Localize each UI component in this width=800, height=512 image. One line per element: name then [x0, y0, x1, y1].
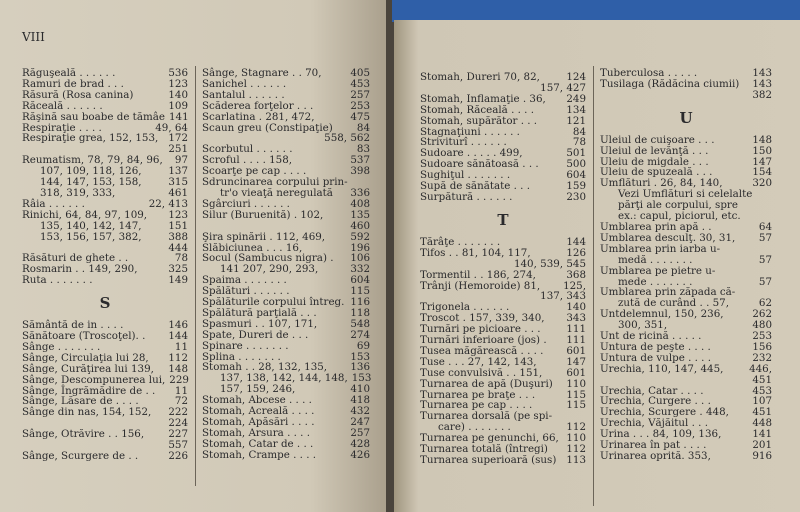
entry-pages: 111 — [566, 334, 586, 347]
entry-pages: 604 — [350, 274, 370, 287]
entry-pages: 916 — [752, 450, 772, 462]
entry-term: Umflături . 26, 84, 140, — [600, 177, 723, 190]
entry-pages: 116 — [350, 296, 370, 309]
entry-term: Tuse convulsivă . . 151, — [420, 366, 543, 379]
entry-pages: 592 — [350, 230, 370, 243]
index-entry — [22, 133, 188, 144]
entry-term: Răşină sau boabe de tămâe — [22, 110, 165, 123]
entry-term: Unt de ricină . . . . . — [600, 330, 702, 343]
entry-pages: 140 — [566, 301, 586, 314]
entry-term: Urinarea în pat . . . . — [600, 439, 707, 452]
entry-pages: 148 — [752, 133, 772, 146]
entry-pages: 154 — [752, 166, 772, 179]
entry-pages: 144 — [168, 330, 188, 343]
entry-term: Scroful . . . . 158, — [202, 154, 293, 167]
entry-term: Tifos . . 81, 104, 117, — [420, 246, 531, 259]
entry-term: Sughiţul . . . . . . . — [420, 169, 511, 182]
entry-term: Trânji (Hemoroide) 81, — [420, 279, 541, 292]
index-entry — [420, 105, 586, 116]
entry-term: Spaima . . . . . . . — [202, 274, 287, 287]
column-divider — [593, 66, 594, 506]
entry-pages: 57 — [758, 231, 772, 244]
entry-pages: 229 — [169, 373, 189, 386]
entry-pages: 147 — [752, 155, 772, 168]
entry-term: Tusilaga (Rădăcina ciumii) — [600, 77, 740, 90]
entry-pages: 446, — [749, 362, 772, 375]
entry-pages: 121 — [566, 114, 586, 127]
left-page — [0, 0, 388, 512]
entry-pages: 126 — [566, 246, 586, 259]
entry-term: tr'o vieaţă neregulată — [220, 186, 333, 199]
entry-pages: 558, 562 — [324, 132, 370, 145]
entry-pages: 137, 343 — [540, 290, 586, 303]
entry-pages: 118 — [350, 306, 370, 319]
entry-term: Stomah, Dureri 70, 82, — [420, 71, 540, 83]
entry-pages: 226 — [168, 450, 188, 462]
index-column-1 — [22, 68, 188, 462]
entry-pages: 11 — [174, 384, 188, 397]
entry-term: 135, 140, 142, 147, — [40, 219, 142, 232]
entry-term: 137, 138, 142, 144, 148, — [220, 372, 348, 385]
column-divider — [195, 66, 196, 486]
index-entry — [600, 255, 772, 266]
entry-term: Supă de sănătate . . . — [420, 180, 530, 193]
entry-term: Spălătură parţială . . . — [202, 306, 317, 319]
entry-pages: 222 — [168, 406, 188, 419]
entry-term: Scoarţe pe cap . . . . — [202, 165, 307, 178]
index-entry — [420, 192, 586, 203]
entry-pages: 172 — [168, 132, 188, 145]
entry-pages: 140, 539, 545 — [513, 257, 586, 270]
entry-pages: 112 — [566, 421, 586, 434]
entry-pages: 249 — [566, 92, 586, 105]
entry-term: Trigonela . . . . . . — [420, 301, 510, 314]
entry-term: Sânge, Circulaţia lui 28, — [22, 351, 149, 364]
entry-term: ex.: capul, piciorul, etc. — [618, 210, 741, 223]
entry-term: Răsături de ghete . . — [22, 252, 129, 265]
entry-pages: 147 — [566, 355, 586, 368]
entry-term: Sudoare . . . . . 499, — [420, 147, 523, 160]
entry-term: părţi ale corpului, spre — [618, 199, 738, 212]
entry-pages: 57 — [758, 253, 772, 266]
entry-pages: 601 — [566, 344, 586, 357]
entry-pages: 153 — [350, 350, 370, 363]
entry-pages: 253 — [350, 99, 370, 112]
entry-term: Răsură (Rosa canina) — [22, 88, 134, 101]
entry-pages: 78 — [572, 136, 586, 149]
entry-term: Uleiul de levănţă . . . — [600, 144, 709, 157]
entry-term: Reumatism, 78, 79, 84, 96, — [22, 154, 163, 167]
index-entry — [22, 112, 188, 123]
entry-term: zută de curând . . 57, — [618, 297, 729, 310]
entry-term: Uleiul de cuişoare . . . — [600, 133, 715, 146]
index-entry — [600, 364, 772, 375]
entry-term: Stomah, Catar de . . . — [202, 437, 314, 450]
entry-term: Sânge, Lăsare de . . . . — [22, 395, 139, 408]
entry-term: Spinare . . . . . . . — [202, 339, 289, 352]
entry-term: Untura de peşte . . . . — [600, 340, 711, 353]
index-entry — [202, 232, 370, 243]
entry-term: 107, 109, 118, 126, — [40, 165, 142, 178]
entry-pages: 368 — [566, 268, 586, 281]
entry-pages: 141 — [168, 110, 189, 123]
entry-pages: 201 — [752, 439, 772, 452]
index-entry — [600, 146, 772, 157]
entry-pages: 111 — [566, 323, 586, 336]
entry-pages: 274 — [350, 328, 370, 341]
page-number: VIII — [22, 30, 45, 44]
entry-pages: 106 — [350, 252, 370, 265]
entry-pages: 398 — [350, 165, 370, 178]
section-letter: U — [679, 108, 693, 127]
index-entry — [420, 379, 586, 390]
entry-term: Umblarea pe pietre u- — [600, 264, 716, 277]
entry-pages: 134 — [566, 103, 586, 116]
entry-term: Şira spinării . 112, 469, — [202, 230, 326, 243]
entry-pages: 410 — [350, 383, 370, 396]
entry-term: Sânge, Descompunerea lui, — [22, 373, 166, 386]
entry-term: Sânge din nas, 154, 152, — [22, 406, 152, 419]
index-entry — [600, 266, 772, 277]
entry-term: Sământă de in . . . . — [22, 319, 124, 332]
entry-pages: 418 — [350, 394, 370, 407]
entry-term: Sgârciuri . . . . . . — [202, 197, 290, 210]
entry-term: Sănătoare (Troscoţel). . — [22, 330, 146, 343]
entry-term: Sdruncinarea corpului prin- — [202, 176, 348, 189]
entry-term: Tormentil . . 186, 274, — [420, 268, 536, 281]
section-letter: T — [497, 210, 509, 229]
entry-pages: 159 — [566, 180, 586, 193]
index-entry — [420, 455, 586, 466]
entry-term: Spasmuri . . 107, 171, — [202, 317, 318, 330]
entry-term: Sânge, Curăţirea lui 139, — [22, 362, 154, 375]
index-entry — [22, 232, 188, 243]
entry-term: Stomah, Abcese . . . . — [202, 394, 312, 407]
entry-pages: 432 — [350, 405, 370, 418]
entry-term: Scarlatina . 281, 472, — [202, 110, 315, 123]
entry-term: Turnarea de apă (Duşuri) — [420, 377, 553, 390]
entry-pages: 153 — [351, 372, 372, 385]
entry-pages: 444 — [168, 241, 188, 254]
entry-pages: 112 — [566, 443, 586, 456]
entry-term: Urina . . . 84, 109, 136, — [600, 428, 722, 441]
entry-term: Răguşeală . . . . . . — [22, 67, 116, 79]
entry-pages: 83 — [356, 143, 370, 156]
entry-term: Tuberculosa . . . . . — [600, 67, 698, 79]
entry-term: Ruta . . . . . . . — [22, 274, 93, 287]
entry-term: Respiraţie . . . . — [22, 121, 102, 134]
entry-pages: 460 — [350, 219, 370, 232]
entry-term: Stagnaţiuni . . . . . . — [420, 125, 520, 138]
entry-term: Urechia, Văjăitul . . . — [600, 417, 708, 430]
section-letter: S — [99, 294, 111, 313]
entry-pages: 123 — [168, 77, 188, 90]
index-entry — [22, 375, 188, 386]
entry-pages: 143 — [752, 67, 772, 79]
entry-pages: 146 — [168, 319, 188, 332]
entry-term: Stomah, Acreală . . . . — [202, 405, 315, 418]
entry-pages: 115 — [566, 388, 586, 401]
entry-term: Sânge, Scurgere de . . — [22, 450, 139, 462]
entry-pages: 64 — [758, 220, 772, 233]
entry-pages: 320 — [752, 177, 772, 190]
entry-term: Stomah, Inflamaţie . 36, — [420, 92, 546, 105]
index-column-2 — [202, 68, 370, 461]
entry-term: Troscot . 157, 339, 340, — [420, 312, 545, 325]
index-column-3 — [420, 72, 586, 466]
entry-term: 300, 351, — [618, 319, 668, 332]
entry-term: Stomah, Crampe . . . . — [202, 448, 317, 461]
index-entry — [22, 101, 188, 112]
entry-term: Stomah, Arsura . . . . — [202, 426, 310, 439]
entry-term: Santalul . . . . . . — [202, 88, 285, 101]
entry-pages: 124 — [566, 71, 586, 83]
index-entry — [22, 451, 188, 462]
entry-pages: 453 — [752, 384, 772, 397]
entry-pages: 148 — [168, 362, 188, 375]
entry-pages: 453 — [350, 77, 370, 90]
entry-term: Râia . . . . . . — [22, 197, 85, 210]
entry-pages: 262 — [752, 308, 772, 321]
entry-term: Tărâţe . . . . . . . — [420, 235, 501, 248]
entry-pages: 150 — [752, 144, 772, 157]
entry-term: 144, 147, 153, 158, — [40, 176, 142, 189]
right-page — [394, 20, 800, 512]
index-entry — [420, 259, 586, 270]
entry-pages: 451 — [752, 373, 772, 386]
entry-term: Spate, Dureri de . . . — [202, 328, 309, 341]
entry-term: medă . . . . . . . — [618, 253, 693, 266]
entry-term: Urechia, Scurgere . 448, — [600, 406, 729, 419]
entry-term: Turnări inferioare (jos) . — [420, 334, 547, 347]
entry-pages: 22, 413 — [148, 197, 188, 210]
entry-pages: 115 — [350, 285, 370, 298]
entry-term: Umblarea desculţ. 30, 31, — [600, 231, 736, 244]
entry-pages: 156 — [752, 340, 772, 353]
index-entry — [22, 407, 188, 418]
entry-term: Rinichi, 64, 84, 97, 109, — [22, 208, 148, 221]
entry-pages: 151 — [168, 219, 188, 232]
entry-pages: 143 — [752, 77, 772, 90]
entry-pages: 62 — [758, 297, 772, 310]
entry-term: Stomah, Răceală . . . . — [420, 103, 534, 116]
entry-pages: 232 — [752, 351, 772, 364]
entry-term: 153, 156, 157, 382, — [40, 230, 142, 243]
entry-term: Striviturî . . . . . . — [420, 136, 507, 149]
entry-pages: 230 — [566, 190, 586, 203]
entry-term: Scăderea forţelor . . . — [202, 99, 314, 112]
index-entry — [600, 90, 772, 101]
entry-term: mede . . . . . . . — [618, 275, 693, 288]
entry-term: Urechia, 110, 147, 445, — [600, 362, 724, 375]
entry-term: Sudoare sănătoasă . . . — [420, 158, 539, 171]
entry-pages: 548 — [350, 317, 370, 330]
entry-term: Umblarea prin iarba u- — [600, 242, 721, 255]
index-entry — [202, 221, 370, 232]
entry-pages: 69 — [356, 339, 370, 352]
entry-pages: 405 — [350, 67, 370, 79]
entry-pages: 343 — [566, 312, 586, 325]
entry-pages: 49, 64 — [155, 121, 188, 134]
entry-term: Vezi Umflături si celelalte — [618, 188, 753, 201]
entry-term: Stomah, Apăsări . . . . — [202, 416, 315, 428]
entry-pages: 112 — [168, 351, 188, 364]
entry-pages: 500 — [566, 158, 586, 171]
entry-term: Umblarea prin apă . . — [600, 220, 712, 233]
entry-term: Tuse . . . 27, 142, 143, — [420, 355, 537, 368]
entry-pages: 325 — [168, 263, 188, 276]
entry-term: Scorbutul . . . . . . — [202, 143, 293, 156]
entry-pages: 11 — [174, 340, 188, 353]
entry-term: care) . . . . . . . — [438, 421, 511, 434]
index-entry — [22, 429, 188, 440]
entry-term: Răceală . . . . . . — [22, 99, 103, 112]
entry-pages: 448 — [752, 417, 772, 430]
entry-pages: 72 — [174, 395, 188, 408]
entry-pages: 480 — [752, 319, 772, 332]
entry-pages: 115 — [566, 399, 586, 412]
entry-pages: 110 — [566, 377, 586, 390]
entry-term: Stomah, supărător . . . — [420, 114, 538, 127]
entry-pages: 382 — [752, 88, 772, 101]
entry-pages: 257 — [350, 426, 370, 439]
entry-term: Uleiu de spuzeală . . . — [600, 166, 713, 179]
entry-term: Sânge, Otrăvire . . 156, — [22, 428, 145, 441]
entry-pages: 475 — [350, 110, 370, 123]
entry-term: Turnarea pe genunchi, 66, — [420, 432, 559, 445]
entry-term: Surpătură . . . . . . — [420, 190, 513, 203]
entry-pages: 428 — [350, 437, 370, 450]
entry-pages: 408 — [350, 197, 370, 210]
entry-pages: 501 — [566, 147, 586, 160]
entry-pages: 451 — [752, 406, 772, 419]
entry-pages: 135 — [350, 208, 370, 221]
entry-pages: 123 — [168, 208, 188, 221]
index-entry — [600, 451, 772, 462]
entry-term: 157, 159, 246, — [220, 383, 296, 396]
entry-pages: 227 — [168, 428, 188, 441]
entry-pages: 224 — [168, 417, 188, 430]
entry-pages: 84 — [356, 121, 370, 134]
index-entry — [22, 275, 188, 286]
entry-pages: 140 — [168, 88, 188, 101]
entry-pages: 125, — [563, 279, 586, 292]
entry-term: Socul (Sambucus nigra) . — [202, 252, 334, 265]
entry-term: Uleiu de migdale . . . — [600, 155, 709, 168]
entry-term: 141 207, 290, 293, — [220, 263, 319, 276]
index-entry — [420, 270, 586, 281]
entry-term: Rosmarin . . 149, 290, — [22, 263, 138, 276]
index-entry — [202, 341, 370, 352]
entry-pages: 247 — [350, 416, 370, 428]
entry-term: Untdelemnul, 150, 236, — [600, 308, 724, 321]
entry-term: Respiraţie grea, 152, 153, — [22, 132, 159, 145]
entry-term: Turnarea pe cap . . . . — [420, 399, 533, 412]
entry-term: Sânge, Stagnare . . 70, — [202, 67, 322, 79]
entry-term: Scaun greu (Constipaţie) — [202, 121, 333, 134]
entry-term: Ramuri de brad . . . — [22, 77, 124, 90]
entry-term: Urinarea oprită. 353, — [600, 450, 711, 462]
index-entry — [22, 221, 188, 232]
entry-term: Untura de vulpe . . . . — [600, 351, 711, 364]
entry-pages: 141 — [752, 428, 772, 441]
entry-pages: 149 — [168, 274, 188, 287]
entry-term: Spălăturile corpului întreg. — [202, 296, 345, 309]
index-entry — [202, 101, 370, 112]
entry-pages: 109 — [168, 99, 188, 112]
entry-term: Sânge . . . . . . . — [22, 340, 101, 353]
entry-pages: 107 — [752, 395, 772, 408]
entry-pages: 257 — [350, 88, 370, 101]
index-entry — [600, 375, 772, 386]
book-cover-edge — [392, 0, 800, 22]
entry-term: Silur (Buruenită) . 102, — [202, 208, 324, 221]
entry-pages: 136 — [350, 361, 370, 374]
entry-term: Turnarea dorsală (pe spi- — [420, 410, 553, 423]
index-entry — [202, 210, 370, 221]
entry-pages: 336 — [350, 186, 370, 199]
index-entry — [420, 116, 586, 127]
entry-term: Splina . . . . . . . — [202, 350, 281, 363]
entry-pages: 84 — [572, 125, 586, 138]
entry-term: 318, 319, 333, — [40, 186, 116, 199]
entry-pages: 144 — [566, 235, 586, 248]
entry-pages: 110 — [566, 432, 586, 445]
entry-pages: 601 — [566, 366, 586, 379]
entry-term: Umblarea prin zăpada că- — [600, 286, 736, 299]
entry-pages: 113 — [566, 454, 586, 466]
entry-term: Spălături . . . . . . — [202, 285, 290, 298]
entry-pages: 253 — [752, 330, 772, 343]
entry-pages: 57 — [758, 275, 772, 288]
entry-pages: 536 — [168, 67, 188, 79]
entry-pages: 388 — [168, 230, 188, 243]
entry-term: Tusea măgărească . . . . — [420, 344, 544, 357]
entry-pages: 196 — [350, 241, 370, 254]
entry-pages: 332 — [350, 263, 370, 276]
entry-pages: 604 — [566, 169, 586, 182]
entry-term: Turnarea pe braţe . . . — [420, 388, 536, 401]
entry-pages: 537 — [350, 154, 370, 167]
entry-pages: 315 — [168, 176, 188, 189]
entry-pages: 426 — [350, 448, 370, 461]
entry-term: Slăbiciunea . . . 16, — [202, 241, 303, 254]
entry-pages: 137 — [168, 165, 188, 178]
entry-term: Stomah . . 28, 132, 135, — [202, 361, 328, 374]
entry-pages: 78 — [174, 252, 188, 265]
index-column-4 — [600, 68, 772, 462]
entry-term: Urechia, Catar . . . . — [600, 384, 704, 397]
entry-term: Urechia, Curgere . . . — [600, 395, 711, 408]
index-entry — [202, 112, 370, 123]
entry-term: Turnarea totală (întregi) — [420, 443, 548, 456]
index-entry — [600, 79, 772, 90]
entry-pages: 461 — [168, 186, 188, 199]
index-entry — [600, 135, 772, 146]
entry-pages: 97 — [174, 154, 188, 167]
entry-term: Turnări pe picioare . . . — [420, 323, 541, 336]
entry-pages: 557 — [168, 439, 188, 452]
entry-term: Turnarea superioară (sus) — [420, 454, 557, 466]
entry-term: Sânge, Îngrămădire de . . — [22, 384, 156, 397]
entry-pages: 157, 427 — [540, 81, 586, 94]
entry-term: Sanichel . . . . . . — [202, 77, 287, 90]
entry-pages: 251 — [168, 143, 188, 156]
index-entry — [202, 450, 370, 461]
